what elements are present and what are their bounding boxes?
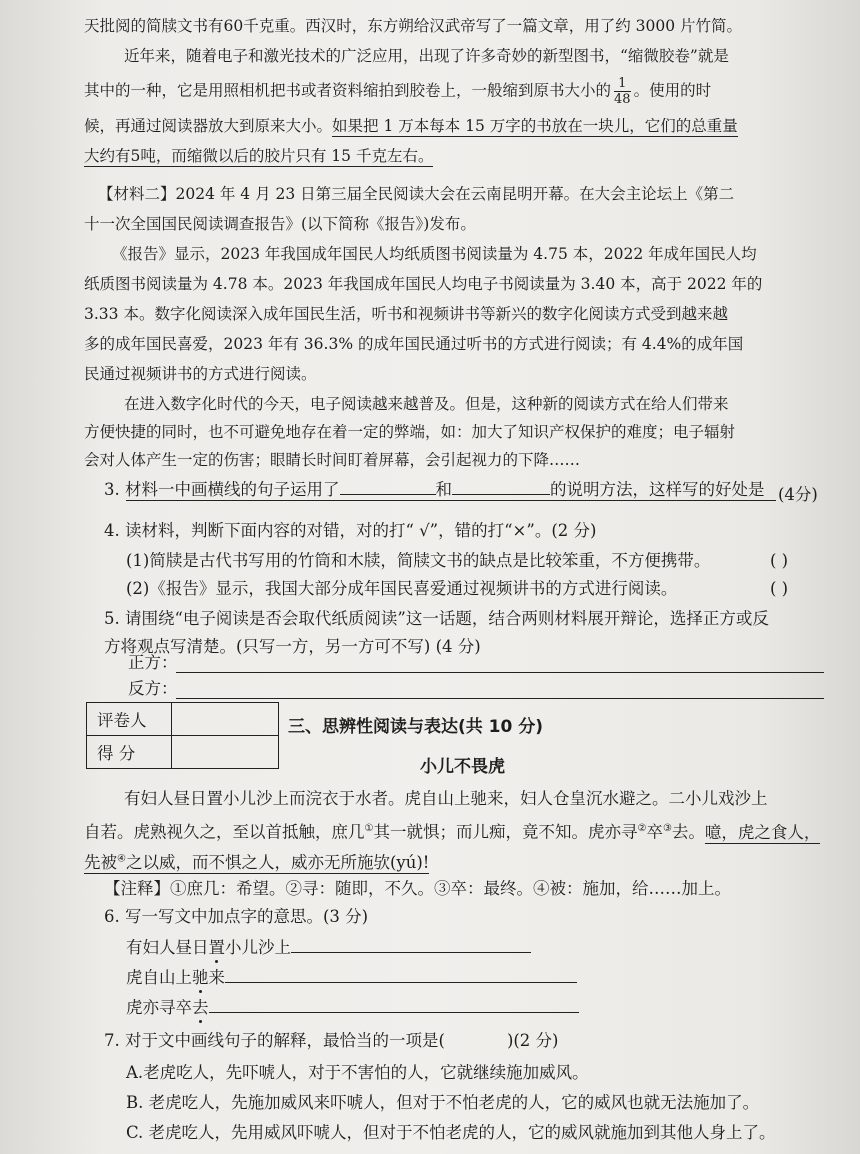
answer-paren-2[interactable]: ( ) [770, 579, 789, 598]
passage-line-2-a: 自若。虎熟视久之，至以首抵触，庶几 [84, 822, 365, 842]
answer-blank-q6-1[interactable] [291, 936, 531, 953]
question-3-and: 和 [435, 480, 452, 499]
material2-line-4: 纸质图书阅读量为 4.78 本。2023 年我国成年国民人均电子书阅读量为 3.40 本，高于 2022 年的 [84, 275, 763, 293]
answer-paren-1[interactable]: ( ) [770, 551, 789, 570]
answer-line-q3[interactable] [126, 500, 776, 501]
note-mark-4: ④ [117, 853, 126, 864]
passage-line-3-a: 先被 [84, 852, 117, 872]
dotted-char-1: 置 [208, 938, 225, 957]
material1-line-4-text: 候，再通过阅读器放大到原来大小。 [84, 117, 333, 135]
underlined-passage-start: 噫，虎之食人， [704, 822, 821, 842]
pro-side-answer-line[interactable] [176, 672, 824, 673]
material2-line-5: 3.33 本。数字化阅读深入成年国民生活，听书和视频讲书等新兴的数字化阅读方式受到越来越 [84, 305, 728, 323]
answer-blank-q6-2[interactable] [225, 966, 577, 983]
question-6-item-2 [126, 966, 577, 989]
question-5-line-2: 方将观点写清楚。(只写一方，另一方可不写) (4 分) [104, 637, 481, 656]
material2-line-10: 会对人体产生一定的伤害；眼睛长时间盯着屏幕，会引起视力的下降…… [84, 451, 581, 469]
score-cell[interactable] [172, 736, 279, 769]
annotation-notes: 【注释】①庶几：希望。②寻：随即，不久。③卒：最终。④被：施加，给……加上。 [104, 879, 731, 898]
option-b[interactable]: B. 老虎吃人，先施加威风来吓唬人，但对于不怕老虎的人，它的威风也就无法施加了。 [126, 1093, 760, 1112]
note-mark-2: ② [637, 823, 647, 834]
passage-line-2 [84, 818, 820, 844]
question-7-stem-b: )(2 分) [506, 1031, 559, 1050]
material1-line-4 [84, 116, 738, 136]
material2-line-3: 《报告》显示，2023 年我国成年国民人均纸质图书阅读量为 4.75 本，2022 年成年国民人均 [112, 245, 757, 263]
question-4-stem: 4. 读材料，判断下面内容的对错，对的打“ √”，错的打“×”。(2 分) [104, 521, 597, 540]
question-3-score: (4分) [778, 485, 818, 504]
material1-line-3 [84, 76, 711, 107]
option-a[interactable]: A.老虎吃人，先吓唬人，对于不害怕的人，它就继续施加威风。 [126, 1063, 589, 1082]
material1-line-3-end: 。使用的时 [633, 81, 712, 100]
con-side-label: 反方： [128, 679, 178, 698]
material2-line-2: 十一次全国国民阅读调查报告》(以下简称《报告》)发布。 [84, 215, 476, 233]
underlined-sentence: 如果把 1 万本每本 15 万字的书放在一块儿，它们的总重量 [332, 117, 738, 135]
underlined-passage-end [84, 853, 429, 874]
material2-line-9: 方便快捷的同时，也不可避免地存在着一定的弊端，如：加大了知识产权保护的难度；电子辐射 [84, 423, 736, 441]
section-title: 三、思辨性阅读与表达(共 10 分) [288, 717, 544, 737]
passage-line-3 [84, 848, 429, 874]
fraction-numerator: 1 [614, 76, 631, 92]
question-6-item-3 [126, 996, 579, 1019]
question-7-stem-a: 7. 对于文中画线句子的解释，最恰当的一项是( [104, 1031, 445, 1050]
q6-item-3-a: 虎亦寻卒 [126, 998, 192, 1017]
fraction [614, 76, 631, 107]
answer-blank-1[interactable] [340, 478, 436, 495]
note-mark-1: ① [364, 823, 374, 834]
answer-blank-2[interactable] [452, 478, 550, 495]
fraction-denominator: 48 [614, 92, 631, 107]
score-box [86, 702, 279, 769]
q6-item-2-a: 虎自山上 [126, 968, 192, 987]
score-label: 得 分 [87, 736, 172, 769]
q6-item-1-b: 小儿沙上 [225, 938, 291, 957]
pro-side-label: 正方： [128, 653, 178, 672]
dotted-char-2: 驰 [192, 968, 209, 987]
question-4-item-2: (2)《报告》显示，我国大部分成年国民喜爱通过视频讲书的方式进行阅读。 [126, 579, 678, 598]
question-6-stem: 6. 写一写文中加点字的意思。(3 分) [104, 907, 369, 926]
question-6-item-1 [126, 936, 531, 959]
passage-line-2-c: 卒 [646, 822, 663, 842]
passage-line-2-b: 其一就惧；而儿痴，竟不知。虎亦寻 [373, 822, 638, 842]
q6-item-2-b: 来 [208, 968, 225, 987]
question-3-stem-end: 的说明方法，这样写的好处是 [550, 480, 765, 499]
material2-line-8: 在进入数字化时代的今天，电子阅读越来越普及。但是，这种新的阅读方式在给人们带来 [124, 395, 729, 413]
note-mark-3: ③ [662, 823, 672, 834]
question-3-stem: 3. 材料一中画横线的句子运用了 [104, 480, 340, 499]
question-7-stem [104, 1030, 559, 1052]
material2-line-1: 【材料二】2024 年 4 月 23 日第三届全民阅读大会在云南昆明开幕。在大会主论坛上《第二 [98, 185, 735, 203]
passage-title: 小儿不畏虎 [420, 757, 505, 777]
grader-label: 评卷人 [87, 703, 172, 736]
answer-blank-q6-3[interactable] [209, 996, 579, 1013]
passage-line-3-b: 之以威，而不惧之人，威亦无所施欤(yú)! [125, 852, 430, 872]
passage-line-2-d: 去。 [671, 822, 705, 842]
option-c[interactable]: C. 老虎吃人，先用威风吓唬人，但对于不怕老虎的人，它的威风就施加到其他人身上了。 [126, 1123, 776, 1142]
underlined-sentence-end: 大约有5吨，而缩微以后的胶片只有 15 千克左右。 [84, 147, 434, 165]
question-3 [104, 478, 765, 501]
con-side-answer-line[interactable] [176, 698, 824, 699]
passage-line-1: 有妇人昼日置小儿沙上而浣衣于水者。虎自山上驰来，妇人仓皇沉水避之。二小儿戏沙上 [124, 789, 768, 808]
question-4-item-1: (1)简牍是古代书写用的竹筒和木牍，简牍文书的缺点是比较笨重，不方便携带。 [126, 551, 711, 570]
material2-line-7: 民通过视频讲书的方式进行阅读。 [84, 365, 317, 383]
material1-line-1: 天批阅的简牍文书有60千克重。西汉时，东方朔给汉武帝写了一篇文章，用了约 3000 片竹简。 [84, 17, 743, 35]
material1-line-3-text: 其中的一种，它是用照相机把书或者资料缩拍到胶卷上，一般缩到原书大小的 [84, 81, 612, 100]
material2-line-6: 多的成年国民喜爱，2023 年有 36.3% 的成年国民通过听书的方式进行阅读；有 4.4%的成年国 [84, 335, 744, 353]
dotted-char-3: 去 [192, 998, 209, 1017]
material1-line-2: 近年来，随着电子和激光技术的广泛应用，出现了许多奇妙的新型图书，“缩微胶卷”就是 [124, 47, 729, 65]
material1-line-5 [84, 146, 433, 166]
grader-cell[interactable] [172, 703, 279, 736]
q6-item-1-a: 有妇人昼日 [126, 938, 209, 957]
question-5-line-1: 5. 请围绕“电子阅读是否会取代纸质阅读”这一话题，结合两则材料展开辩论，选择正方或反 [104, 609, 769, 628]
